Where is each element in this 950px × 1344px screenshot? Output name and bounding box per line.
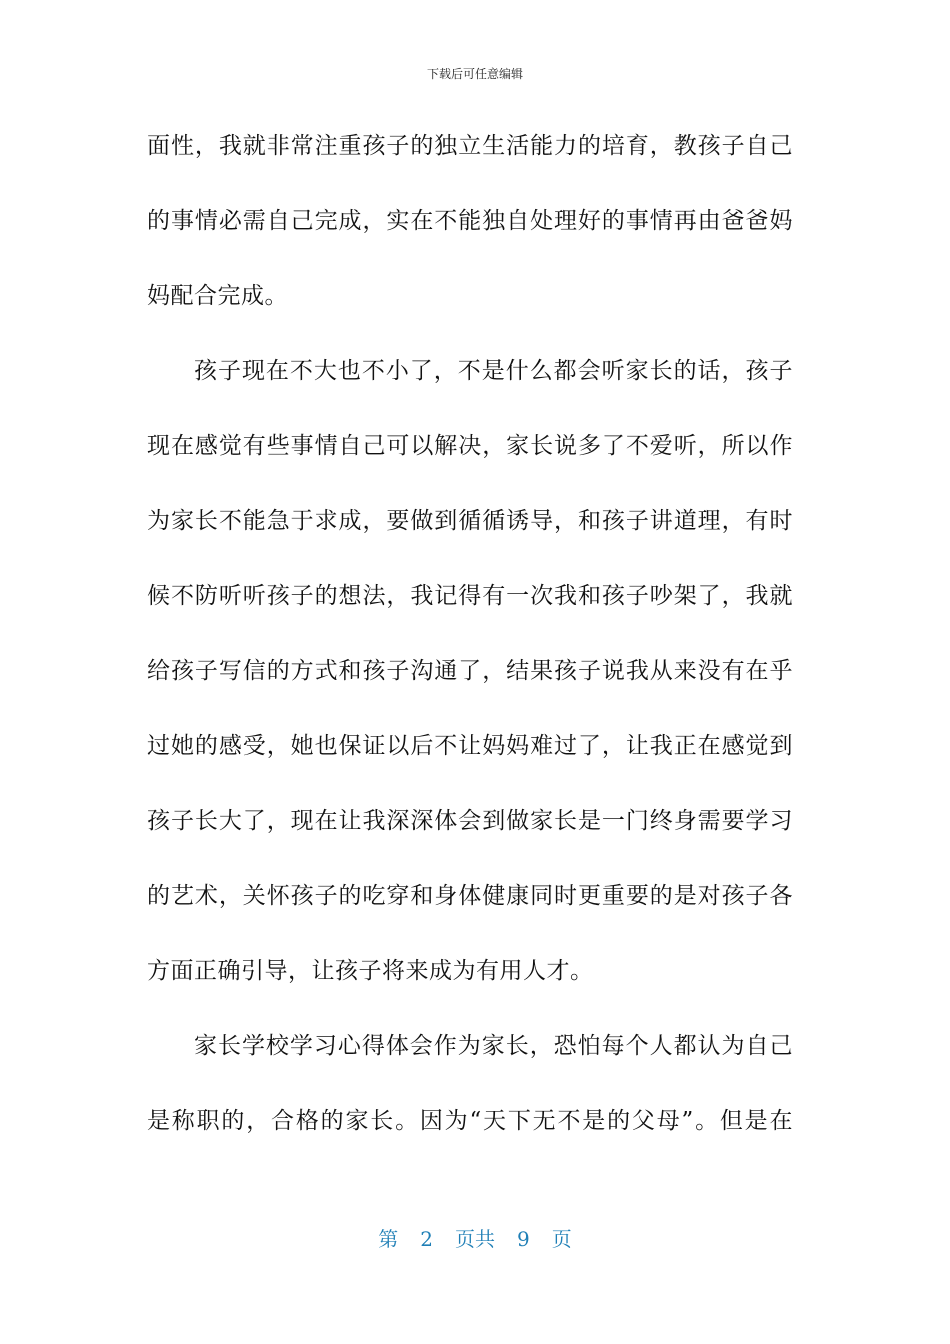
page-footer: [0, 1226, 950, 1252]
body-text-line: 孩子现在不大也不小了，不是什么都会听家长的话，孩子: [194, 358, 793, 384]
page-label-middle: 页共: [455, 1227, 495, 1251]
body-text-line: 家长学校学习心得体会作为家长，恐怕每个人都认为自己: [194, 1033, 793, 1059]
body-text-line: 给孩子写信的方式和孩子沟通了，结果孩子说我从来没有在乎: [147, 658, 793, 684]
current-page-number: 2: [420, 1227, 433, 1251]
page-label-prefix: 第: [378, 1227, 399, 1251]
body-text-line: 过她的感受，她也保证以后不让妈妈难过了，让我正在感觉到: [147, 733, 793, 759]
body-text-line: 候不防听听孩子的想法，我记得有一次我和孩子吵架了，我就: [147, 583, 793, 609]
total-pages-number: 9: [517, 1227, 530, 1251]
page-label-suffix: 页: [551, 1227, 572, 1251]
body-text-line: 是称职的，合格的家长。因为“天下无不是的父母”。但是在: [147, 1108, 793, 1134]
body-text-line: 方面正确引导，让孩子将来成为有用人才。: [147, 958, 594, 984]
body-text-line: 孩子长大了，现在让我深深体会到做家长是一门终身需要学习: [147, 808, 793, 834]
body-text-line: 的事情必需自己完成，实在不能独自处理好的事情再由爸爸妈: [147, 208, 793, 234]
body-text-line: 的艺术，关怀孩子的吃穿和身体健康同时更重要的是对孩子各: [147, 883, 793, 909]
body-text-line: 面性，我就非常注重孩子的独立生活能力的培育，教孩子自己: [147, 133, 793, 159]
body-text-line: 妈配合完成。: [147, 283, 288, 309]
header-note: 下载后可任意编辑: [426, 67, 523, 81]
body-text-line: 现在感觉有些事情自己可以解决，家长说多了不爱听，所以作: [147, 433, 793, 459]
body-text-line: 为家长不能急于求成，要做到循循诱导，和孩子讲道理，有时: [147, 508, 793, 534]
